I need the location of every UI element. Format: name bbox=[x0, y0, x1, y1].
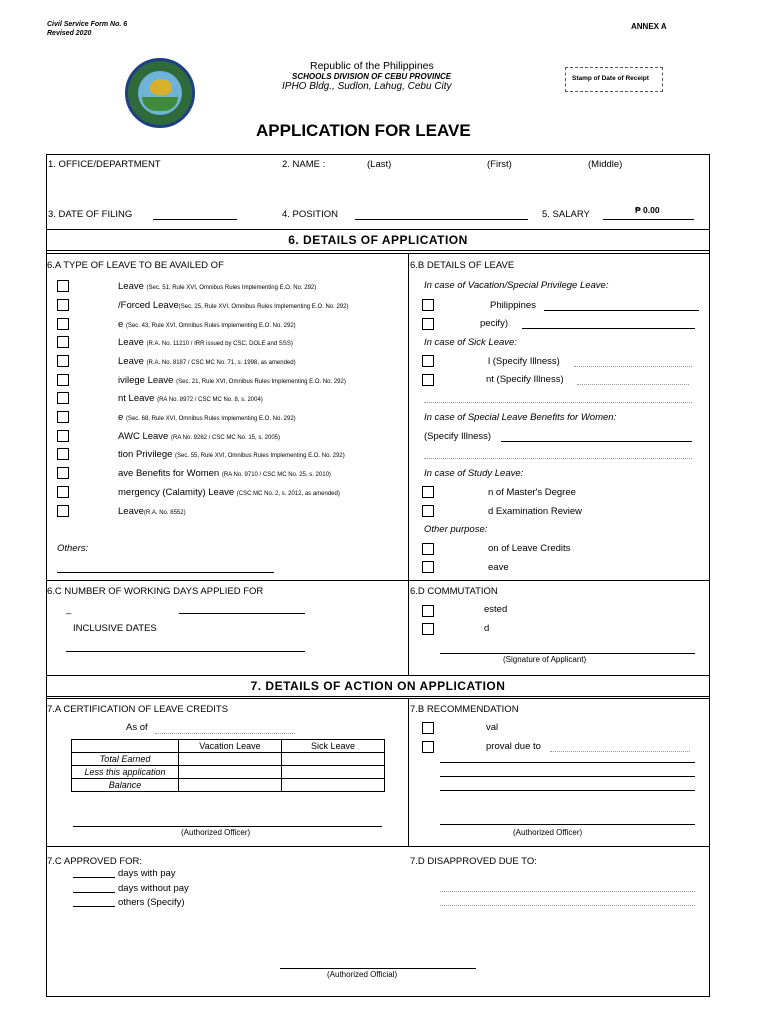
less-application-vacation-cell[interactable] bbox=[179, 766, 282, 779]
leave-type-label: Leave (Sec. 51, Rule XVI, Omnibus Rules Implementing E.O. No. 292) bbox=[118, 281, 317, 292]
days-without-pay-field[interactable] bbox=[73, 892, 115, 893]
recommendation-line-1[interactable] bbox=[440, 762, 695, 763]
commutation-requested-label: d bbox=[484, 623, 490, 634]
terminal-leave-label: eave bbox=[488, 562, 509, 573]
sick-extra-field[interactable] bbox=[424, 402, 692, 403]
commutation-not-requested-label: ested bbox=[484, 604, 508, 615]
other-purpose-label: Other purpose: bbox=[424, 524, 488, 535]
out-patient-label: nt (Specify Illness) bbox=[486, 374, 564, 385]
leave-type-checkbox-6[interactable] bbox=[57, 374, 69, 386]
out-patient-field[interactable] bbox=[577, 384, 689, 385]
middle-name-label: (Middle) bbox=[588, 159, 623, 170]
commutation-requested-checkbox[interactable] bbox=[422, 623, 434, 635]
disapproval-reason-field[interactable] bbox=[550, 751, 690, 752]
date-filing-field[interactable] bbox=[153, 219, 237, 220]
monetization-checkbox[interactable] bbox=[422, 543, 434, 555]
total-earned-label: Total Earned bbox=[72, 753, 179, 766]
leave-type-label: AWC Leave (RA No. 9262 / CSC MC No. 15, s. 2005) bbox=[118, 431, 281, 442]
leave-type-label: mergency (Calamity) Leave (CSC MC No. 2, s. 2012, as amended) bbox=[118, 487, 340, 498]
others-specify-field[interactable] bbox=[73, 906, 115, 907]
recommendation-officer-label: (Authorized Officer) bbox=[513, 828, 583, 837]
republic-label: Republic of the Philippines bbox=[310, 60, 434, 72]
balance-label: Balance bbox=[72, 779, 179, 792]
for-disapproval-checkbox[interactable] bbox=[422, 741, 434, 753]
leave-type-label: /Forced Leave(Sec. 25, Rule XVI, Omnibus Rules Implementing E.O. No. 292) bbox=[118, 300, 349, 311]
office-label: 1. OFFICE/DEPARTMENT bbox=[48, 159, 161, 170]
working-days-title: 6.C NUMBER OF WORKING DAYS APPLIED FOR bbox=[47, 586, 264, 597]
leave-type-checkbox-5[interactable] bbox=[57, 355, 69, 367]
abroad-label: pecify) bbox=[480, 318, 508, 329]
days-without-pay-label: days without pay bbox=[118, 883, 189, 894]
date-filing-label: 3. DATE OF FILING bbox=[48, 209, 133, 220]
for-approval-label: val bbox=[486, 722, 499, 733]
leave-type-label: ave Benefits for Women (RA No. 9710 / CSC MC No. 25, s. 2010) bbox=[118, 468, 331, 479]
leave-type-label: Leave(R.A. No. 8552) bbox=[118, 506, 186, 517]
leave-credits-table bbox=[71, 739, 385, 792]
leave-type-checkbox-2[interactable] bbox=[57, 299, 69, 311]
bar-review-checkbox[interactable] bbox=[422, 505, 434, 517]
working-days-field[interactable] bbox=[179, 613, 305, 614]
days-with-pay-label: days with pay bbox=[118, 868, 176, 879]
bar-review-label: d Examination Review bbox=[488, 506, 582, 517]
vacation-leave-header: Vacation Leave bbox=[179, 740, 282, 753]
position-label: 4. POSITION bbox=[282, 209, 338, 220]
leave-type-checkbox-12[interactable] bbox=[57, 486, 69, 498]
women-illness-field[interactable] bbox=[501, 441, 692, 442]
leave-type-checkbox-10[interactable] bbox=[57, 448, 69, 460]
division-seal-logo bbox=[125, 58, 195, 128]
balance-sick-cell[interactable] bbox=[282, 779, 385, 792]
disapproved-reason-line-1[interactable] bbox=[440, 891, 695, 892]
for-approval-checkbox[interactable] bbox=[422, 722, 434, 734]
section7-title: 7. DETAILS OF ACTION ON APPLICATION bbox=[46, 675, 710, 697]
less-application-label: Less this application bbox=[72, 766, 179, 779]
leave-type-label: nt Leave (RA No. 8972 / CSC MC No. 8, s. 2004) bbox=[118, 393, 263, 404]
leave-type-label: e (Sec. 68, Rule XVI, Omnibus Rules Implementing E.O. No. 292) bbox=[118, 412, 296, 423]
commutation-not-requested-checkbox[interactable] bbox=[422, 605, 434, 617]
within-philippines-checkbox[interactable] bbox=[422, 299, 434, 311]
leave-type-label: tion Privilege (Sec. 55, Rule XVI, Omnibus Rules Implementing E.O. No. 292) bbox=[118, 449, 345, 460]
abroad-field[interactable] bbox=[522, 328, 695, 329]
recommendation-line-3[interactable] bbox=[440, 790, 695, 791]
commutation-title: 6.D COMMUTATION bbox=[410, 586, 498, 597]
leave-type-checkbox-9[interactable] bbox=[57, 430, 69, 442]
for-disapproval-label: proval due to bbox=[486, 741, 541, 752]
first-name-label: (First) bbox=[487, 159, 512, 170]
applicant-signature-field[interactable] bbox=[440, 653, 695, 654]
disapproved-title: 7.D DISAPPROVED DUE TO: bbox=[410, 856, 537, 867]
inclusive-dates-field[interactable] bbox=[66, 651, 305, 652]
abroad-checkbox[interactable] bbox=[422, 318, 434, 330]
others-specify-label: others (Specify) bbox=[118, 897, 185, 908]
sick-case-label: In case of Sick Leave: bbox=[424, 337, 517, 348]
authorized-official-label: (Authorized Official) bbox=[327, 970, 398, 979]
recommendation-signature-field[interactable] bbox=[440, 824, 695, 825]
sick-leave-header: Sick Leave bbox=[282, 740, 385, 753]
leave-type-label: Leave (R.A. No. 11210 / IRR issued by CSC, DOLE and SSS) bbox=[118, 337, 293, 348]
revised-label: Revised 2020 bbox=[47, 30, 92, 37]
study-case-label: In case of Study Leave: bbox=[424, 468, 524, 479]
out-patient-checkbox[interactable] bbox=[422, 374, 434, 386]
leave-type-label: ivilege Leave (Sec. 21, Rule XVI, Omnibus Rules Implementing E.O. No. 292) bbox=[118, 375, 346, 386]
applicant-signature-label: (Signature of Applicant) bbox=[503, 655, 587, 664]
section6-divider bbox=[408, 253, 409, 676]
leave-type-label: Leave (R.A. No. 8187 / CSC MC No. 71, s. 1998, as amended) bbox=[118, 356, 296, 367]
certification-title: 7.A CERTIFICATION OF LEAVE CREDITS bbox=[47, 704, 229, 715]
leave-type-label: e (Sec. 43, Rule XVI, Omnibus Rules Implementing E.O. No. 292) bbox=[118, 319, 296, 330]
working-days-dash: _ bbox=[66, 604, 72, 615]
balance-vacation-cell[interactable] bbox=[179, 779, 282, 792]
in-hospital-checkbox[interactable] bbox=[422, 355, 434, 367]
inclusive-dates-label: INCLUSIVE DATES bbox=[73, 623, 157, 634]
annex-label: ANNEX A bbox=[631, 22, 667, 31]
leave-type-checkbox-1[interactable] bbox=[57, 280, 69, 292]
within-philippines-field[interactable] bbox=[544, 310, 699, 311]
within-philippines-label: Philippines bbox=[490, 300, 536, 311]
disapproved-reason-line-2[interactable] bbox=[440, 905, 695, 906]
as-of-label: As of bbox=[126, 722, 148, 733]
others-label: Others: bbox=[57, 543, 89, 554]
section6-title: 6. DETAILS OF APPLICATION bbox=[46, 229, 710, 251]
approved-for-title: 7.C APPROVED FOR: bbox=[47, 856, 143, 867]
vacation-case-label: In case of Vacation/Special Privilege Leave: bbox=[424, 280, 609, 291]
recommendation-line-2[interactable] bbox=[440, 776, 695, 777]
total-earned-vacation-cell[interactable] bbox=[179, 753, 282, 766]
salary-value: ₱ 0.00 bbox=[635, 205, 660, 215]
officer-signature-field[interactable] bbox=[73, 826, 382, 827]
leave-type-checkbox-3[interactable] bbox=[57, 318, 69, 330]
name-label: 2. NAME : bbox=[282, 159, 326, 170]
in-hospital-field[interactable] bbox=[574, 366, 692, 367]
leave-type-checkbox-7[interactable] bbox=[57, 392, 69, 404]
authorized-officer-label: (Authorized Officer) bbox=[181, 828, 251, 837]
salary-label: 5. SALARY bbox=[542, 209, 590, 220]
total-earned-sick-cell[interactable] bbox=[282, 753, 385, 766]
as-of-field[interactable] bbox=[155, 733, 295, 734]
leave-type-checkbox-4[interactable] bbox=[57, 336, 69, 348]
page-title: APPLICATION FOR LEAVE bbox=[256, 121, 471, 140]
last-name-label: (Last) bbox=[367, 159, 392, 170]
details-of-leave-title: 6.B DETAILS OF LEAVE bbox=[410, 260, 515, 271]
leave-type-checkbox-8[interactable] bbox=[57, 411, 69, 423]
stamp-box: Stamp of Date of Receipt bbox=[565, 67, 663, 92]
address-label: IPHO Bldg., Sudlon, Lahug, Cebu City bbox=[282, 81, 452, 92]
position-field[interactable] bbox=[355, 219, 528, 220]
less-application-sick-cell[interactable] bbox=[282, 766, 385, 779]
terminal-leave-checkbox[interactable] bbox=[422, 561, 434, 573]
others-field[interactable] bbox=[57, 572, 274, 573]
women-case-label: In case of Special Leave Benefits for Women: bbox=[424, 412, 617, 423]
women-extra-field[interactable] bbox=[424, 458, 692, 459]
monetization-label: on of Leave Credits bbox=[488, 543, 571, 554]
recommendation-title: 7.B RECOMMENDATION bbox=[410, 704, 519, 715]
type-of-leave-title: 6.A TYPE OF LEAVE TO BE AVAILED OF bbox=[47, 260, 224, 271]
women-illness-label: (Specify Illness) bbox=[424, 431, 492, 442]
division-label: SCHOOLS DIVISION OF CEBU PROVINCE bbox=[292, 72, 452, 81]
in-hospital-label: l (Specify Illness) bbox=[488, 356, 560, 367]
form-number: Civil Service Form No. 6 bbox=[47, 21, 128, 28]
days-with-pay-field[interactable] bbox=[73, 877, 115, 878]
official-signature-field[interactable] bbox=[280, 968, 476, 969]
salary-field[interactable] bbox=[603, 219, 694, 220]
leave-type-checkbox-11[interactable] bbox=[57, 467, 69, 479]
leave-type-checkbox-13[interactable] bbox=[57, 505, 69, 517]
masters-degree-checkbox[interactable] bbox=[422, 486, 434, 498]
section7-divider bbox=[408, 698, 409, 846]
masters-degree-label: n of Master's Degree bbox=[488, 487, 576, 498]
